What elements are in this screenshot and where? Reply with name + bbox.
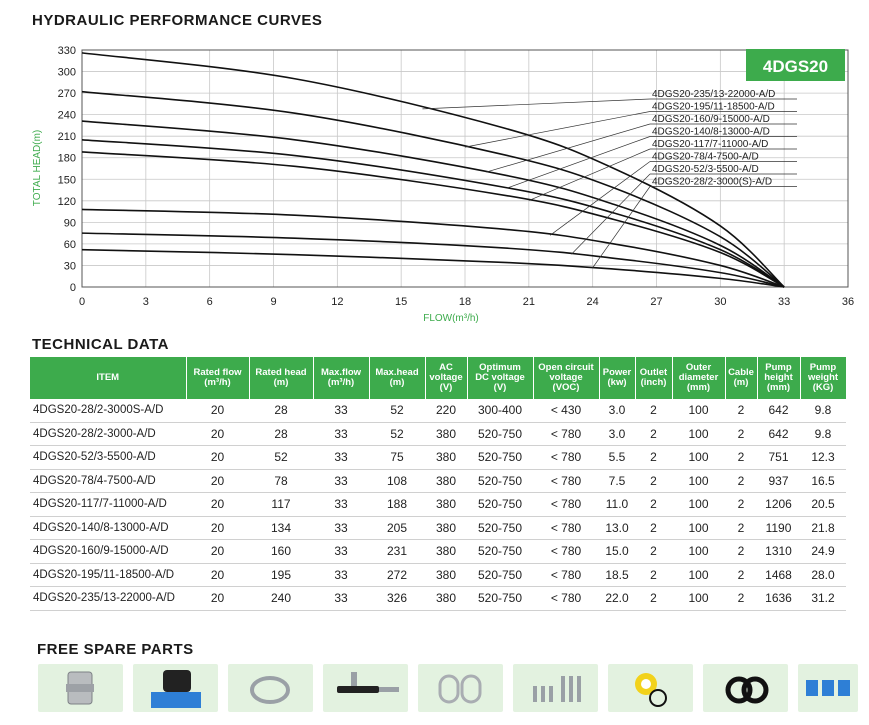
- table-cell: < 430: [533, 399, 599, 422]
- table-cell: < 780: [533, 493, 599, 517]
- table-cell: 642: [757, 422, 800, 446]
- model-cell: 4DGS20-140/8-13000-A/D: [30, 516, 186, 540]
- column-header-line: Outer: [685, 362, 712, 373]
- model-cell: 4DGS20-195/11-18500-A/D: [30, 563, 186, 587]
- table-cell: 2: [725, 399, 757, 422]
- y-tick-label: 330: [57, 45, 76, 57]
- table-cell: < 780: [533, 540, 599, 564]
- column-header-line: (KG): [812, 382, 834, 393]
- table-cell: 2: [725, 446, 757, 470]
- column-header-11: [672, 357, 725, 399]
- table-cell: 380: [425, 493, 467, 517]
- x-tick-label: 21: [522, 296, 535, 308]
- shackle-icon: [418, 664, 503, 712]
- column-header-10: [635, 357, 672, 399]
- y-tick-label: 210: [57, 131, 76, 144]
- column-header-2: [186, 357, 249, 399]
- column-header-line: Pump: [765, 362, 792, 373]
- legend-label: 4DGS20-140/8-13000-A/D: [652, 126, 770, 138]
- column-header-line: weight: [807, 372, 839, 383]
- table-cell: 2: [635, 563, 672, 587]
- x-tick-label: 15: [395, 296, 408, 308]
- column-header-line: (m): [273, 377, 289, 388]
- table-cell: 52: [249, 446, 313, 470]
- table-cell: 100: [672, 446, 725, 470]
- model-badge: [746, 49, 845, 81]
- legend-leader-line: [486, 124, 650, 172]
- x-axis-label: FLOW(m³/h): [423, 313, 479, 324]
- x-tick-label: 3: [142, 296, 149, 308]
- legend-leader-line: [550, 162, 650, 236]
- table-cell: 20: [186, 540, 249, 564]
- table-cell: 380: [425, 540, 467, 564]
- column-header-line: (m): [733, 377, 749, 388]
- column-header-line: AC: [439, 362, 453, 373]
- spare-part-7: [608, 664, 693, 712]
- x-tick-label: 0: [78, 296, 86, 308]
- column-header-line: Power: [602, 367, 632, 378]
- y-tick-label: 60: [63, 238, 76, 251]
- column-header-line: DC voltage: [475, 372, 525, 383]
- column-header-line: voltage: [429, 372, 463, 383]
- table-cell: 2: [635, 540, 672, 564]
- table-row: [30, 516, 846, 540]
- column-header-line: (V): [493, 382, 507, 393]
- spare-part-6: [513, 664, 598, 712]
- column-header-line: Rated head: [255, 367, 307, 378]
- table-cell: 220: [425, 399, 467, 422]
- table-cell: 100: [672, 422, 725, 446]
- performance-title: HYDRAULIC PERFORMANCE CURVES: [32, 12, 323, 29]
- legend-leader-line: [465, 112, 650, 148]
- column-header-line: Outlet: [639, 367, 668, 378]
- table-cell: 751: [757, 446, 800, 470]
- column-header-13: [757, 357, 800, 399]
- table-cell: < 780: [533, 469, 599, 493]
- x-tick-label: 36: [841, 296, 855, 308]
- table-cell: 20: [186, 446, 249, 470]
- table-cell: 7.5: [599, 469, 635, 493]
- column-header-line: Optimum: [479, 362, 521, 373]
- table-cell: 642: [757, 399, 800, 422]
- table-row: [30, 446, 846, 470]
- table-row: [30, 422, 846, 446]
- table-cell: 2: [725, 422, 757, 446]
- table-row: [30, 399, 846, 422]
- table-cell: 28: [249, 399, 313, 422]
- legend-label: 4DGS20-235/13-22000-A/D: [652, 89, 776, 100]
- model-badge-text: 4DGS20: [762, 57, 829, 76]
- performance-chart: [0, 38, 869, 328]
- table-cell: 20.5: [800, 493, 846, 517]
- table-cell: 5.5: [599, 446, 635, 470]
- table-cell: 20: [186, 493, 249, 517]
- table-cell: 520-750: [467, 587, 533, 611]
- table-cell: 2: [635, 587, 672, 611]
- table-cell: 100: [672, 469, 725, 493]
- column-header-line: voltage: [549, 372, 583, 383]
- table-cell: 20: [186, 422, 249, 446]
- model-cell: 4DGS20-28/2-3000-A/D: [30, 422, 186, 446]
- table-cell: 3.0: [599, 399, 635, 422]
- table-cell: 100: [672, 540, 725, 564]
- y-tick-label: 150: [57, 174, 76, 187]
- table-cell: 272: [369, 563, 425, 587]
- table-cell: 380: [425, 422, 467, 446]
- column-header-line: Max.flow: [320, 367, 362, 378]
- table-cell: 520-750: [467, 493, 533, 517]
- table-cell: 33: [313, 469, 369, 493]
- table-cell: 21.8: [800, 516, 846, 540]
- table-cell: 15.0: [599, 540, 635, 564]
- column-header-6: [425, 357, 467, 399]
- table-cell: 52: [369, 399, 425, 422]
- table-cell: 18.5: [599, 563, 635, 587]
- table-cell: 117: [249, 493, 313, 517]
- table-cell: 2: [635, 422, 672, 446]
- table-cell: 2: [635, 516, 672, 540]
- column-header-line: Max.head: [375, 367, 419, 378]
- table-cell: 33: [313, 422, 369, 446]
- table-cell: 380: [425, 469, 467, 493]
- table-cell: 20: [186, 587, 249, 611]
- o-rings-icon: [703, 664, 788, 712]
- table-cell: 520-750: [467, 516, 533, 540]
- table-cell: 100: [672, 399, 725, 422]
- table-cell: < 780: [533, 587, 599, 611]
- table-cell: 24.9: [800, 540, 846, 564]
- table-cell: 205: [369, 516, 425, 540]
- y-axis-label: TOTAL HEAD(m): [32, 129, 43, 207]
- y-tick-label: 30: [63, 260, 76, 273]
- column-header-line: (m³/h): [204, 377, 231, 388]
- table-cell: 520-750: [467, 446, 533, 470]
- column-header-7: [467, 357, 533, 399]
- table-cell: 28.0: [800, 563, 846, 587]
- column-header-line: (m³/h): [327, 377, 355, 388]
- x-tick-label: 9: [270, 296, 277, 308]
- x-tick-label: 12: [331, 296, 344, 308]
- bolts-icon: [513, 664, 598, 712]
- table-cell: 33: [313, 563, 369, 587]
- table-cell: 33: [313, 587, 369, 611]
- column-header-line: diameter: [678, 372, 719, 383]
- table-cell: 2: [635, 446, 672, 470]
- table-cell: 2: [725, 493, 757, 517]
- table-cell: 12.3: [800, 446, 846, 470]
- table-cell: 2: [725, 563, 757, 587]
- table-cell: 2: [635, 469, 672, 493]
- table-cell: 1636: [757, 587, 800, 611]
- column-header-4: [313, 357, 369, 399]
- spare-part-4: [323, 664, 408, 712]
- table-cell: 2: [725, 469, 757, 493]
- table-cell: 2: [725, 516, 757, 540]
- table-cell: 16.5: [800, 469, 846, 493]
- model-cell: 4DGS20-235/13-22000-A/D: [30, 587, 186, 611]
- table-cell: 326: [369, 587, 425, 611]
- model-cell: 4DGS20-28/2-3000S-A/D: [30, 399, 186, 422]
- table-cell: 11.0: [599, 493, 635, 517]
- table-cell: 75: [369, 446, 425, 470]
- y-tick-label: 270: [57, 88, 76, 101]
- table-cell: 937: [757, 469, 800, 493]
- column-header-12: [725, 357, 757, 399]
- table-cell: 2: [635, 493, 672, 517]
- column-header-3: [249, 357, 313, 399]
- column-header-line: (V): [439, 382, 453, 393]
- cable-connector-icon: [798, 664, 858, 712]
- legend-label: 4DGS20-195/11-18500-A/D: [652, 101, 775, 113]
- table-cell: 20: [186, 516, 249, 540]
- table-cell: 28: [249, 422, 313, 446]
- table-cell: 100: [672, 493, 725, 517]
- sealing-tape-icon: [608, 664, 693, 712]
- spare-part-3: [228, 664, 313, 712]
- spare-part-8: [703, 664, 788, 712]
- table-cell: 1190: [757, 516, 800, 540]
- table-cell: 240: [249, 587, 313, 611]
- table-cell: 520-750: [467, 540, 533, 564]
- hose-clamp-icon: [228, 664, 313, 712]
- legend-label: 4DGS20-160/9-15000-A/D: [652, 114, 770, 125]
- table-cell: 100: [672, 563, 725, 587]
- spare-part-9: [798, 664, 858, 712]
- wrench-icon: [323, 664, 408, 712]
- legend-label: 4DGS20-78/4-7500-A/D: [652, 151, 759, 163]
- table-cell: 22.0: [599, 587, 635, 611]
- column-header-8: [533, 357, 599, 399]
- table-cell: 1468: [757, 563, 800, 587]
- table-cell: 520-750: [467, 422, 533, 446]
- table-cell: 20: [186, 563, 249, 587]
- table-cell: < 780: [533, 446, 599, 470]
- table-cell: 100: [672, 516, 725, 540]
- model-cell: 4DGS20-160/9-15000-A/D: [30, 540, 186, 564]
- table-cell: 52: [369, 422, 425, 446]
- column-header-line: (mm): [766, 382, 791, 393]
- column-header-line: (VOC): [552, 382, 580, 393]
- table-cell: 20: [186, 469, 249, 493]
- column-header-line: Cable: [728, 367, 754, 378]
- legend-leader-line: [422, 99, 650, 109]
- legend-label: 4DGS20-28/2-3000(S)-A/D: [652, 176, 773, 188]
- table-cell: 520-750: [467, 563, 533, 587]
- x-tick-label: 27: [650, 296, 663, 308]
- column-header-line: (mm): [686, 382, 711, 393]
- table-cell: 33: [313, 399, 369, 422]
- table-cell: 1206: [757, 493, 800, 517]
- spare-part-5: [418, 664, 503, 712]
- chart-legend: [422, 89, 797, 268]
- y-tick-label: 0: [69, 282, 76, 294]
- x-tick-label: 18: [458, 296, 472, 308]
- model-cell: 4DGS20-117/7-11000-A/D: [30, 493, 186, 517]
- legend-label: 4DGS20-117/7-11000-A/D: [652, 139, 769, 150]
- table-cell: 13.0: [599, 516, 635, 540]
- table-cell: 188: [369, 493, 425, 517]
- table-cell: 100: [672, 587, 725, 611]
- spare-part-2: [133, 664, 218, 712]
- curve-line: [82, 209, 784, 287]
- table-cell: 108: [369, 469, 425, 493]
- table-cell: < 780: [533, 516, 599, 540]
- table-cell: 33: [313, 540, 369, 564]
- y-tick-label: 120: [57, 195, 76, 208]
- y-tick-label: 300: [57, 66, 76, 79]
- technical-table: [30, 357, 847, 611]
- x-tick-label: 30: [714, 296, 727, 308]
- x-tick-label: 24: [586, 296, 599, 308]
- cable-splice-kit-icon: [133, 664, 218, 712]
- table-cell: 33: [313, 446, 369, 470]
- table-cell: < 780: [533, 422, 599, 446]
- table-header-row: [30, 357, 846, 399]
- table-cell: 520-750: [467, 469, 533, 493]
- table-cell: 380: [425, 563, 467, 587]
- column-header-line: height: [764, 372, 793, 383]
- table-row: [30, 587, 846, 611]
- table-row: [30, 469, 846, 493]
- y-tick-label: 240: [57, 109, 76, 122]
- table-cell: 231: [369, 540, 425, 564]
- table-cell: 134: [249, 516, 313, 540]
- table-cell: 2: [725, 540, 757, 564]
- model-cell: 4DGS20-78/4-7500-A/D: [30, 469, 186, 493]
- table-cell: 380: [425, 516, 467, 540]
- table-cell: 9.8: [800, 399, 846, 422]
- table-cell: 160: [249, 540, 313, 564]
- table-cell: 1310: [757, 540, 800, 564]
- x-tick-label: 33: [778, 296, 791, 308]
- column-header-line: (inch): [640, 377, 667, 388]
- table-cell: 33: [313, 493, 369, 517]
- table-cell: 195: [249, 563, 313, 587]
- table-cell: 2: [635, 399, 672, 422]
- column-header-line: Open circuit: [538, 362, 594, 373]
- column-header-line: (kw): [607, 377, 627, 388]
- column-header-line: (m): [389, 377, 405, 388]
- model-cell: 4DGS20-52/3-5500-A/D: [30, 446, 186, 470]
- legend-label: 4DGS20-52/3-5500-A/D: [652, 164, 759, 175]
- technical-title: TECHNICAL DATA: [32, 336, 169, 353]
- table-row: [30, 563, 846, 587]
- column-header-line: Rated flow: [193, 367, 242, 378]
- y-tick-label: 180: [57, 152, 76, 165]
- table-cell: < 780: [533, 563, 599, 587]
- table-cell: 33: [313, 516, 369, 540]
- column-header-line: Pump: [809, 362, 837, 373]
- column-header-1: [30, 357, 186, 399]
- pipe-nipple-icon: [38, 664, 123, 712]
- spare-parts-strip: [38, 664, 858, 712]
- table-row: [30, 540, 846, 564]
- table-cell: 380: [425, 587, 467, 611]
- spare-part-1: [38, 664, 123, 712]
- y-tick-label: 90: [63, 217, 76, 230]
- table-cell: 78: [249, 469, 313, 493]
- table-row: [30, 493, 846, 517]
- column-header-9: [599, 357, 635, 399]
- table-cell: 20: [186, 399, 249, 422]
- column-header-14: [800, 357, 846, 399]
- column-header-5: [369, 357, 425, 399]
- spare-parts-title: FREE SPARE PARTS: [37, 641, 194, 658]
- x-tick-label: 6: [206, 296, 213, 308]
- table-cell: 3.0: [599, 422, 635, 446]
- table-cell: 9.8: [800, 422, 846, 446]
- table-cell: 300-400: [467, 399, 533, 422]
- table-cell: 31.2: [800, 587, 846, 611]
- column-header-line: ITEM: [96, 372, 120, 383]
- table-cell: 380: [425, 446, 467, 470]
- table-cell: 2: [725, 587, 757, 611]
